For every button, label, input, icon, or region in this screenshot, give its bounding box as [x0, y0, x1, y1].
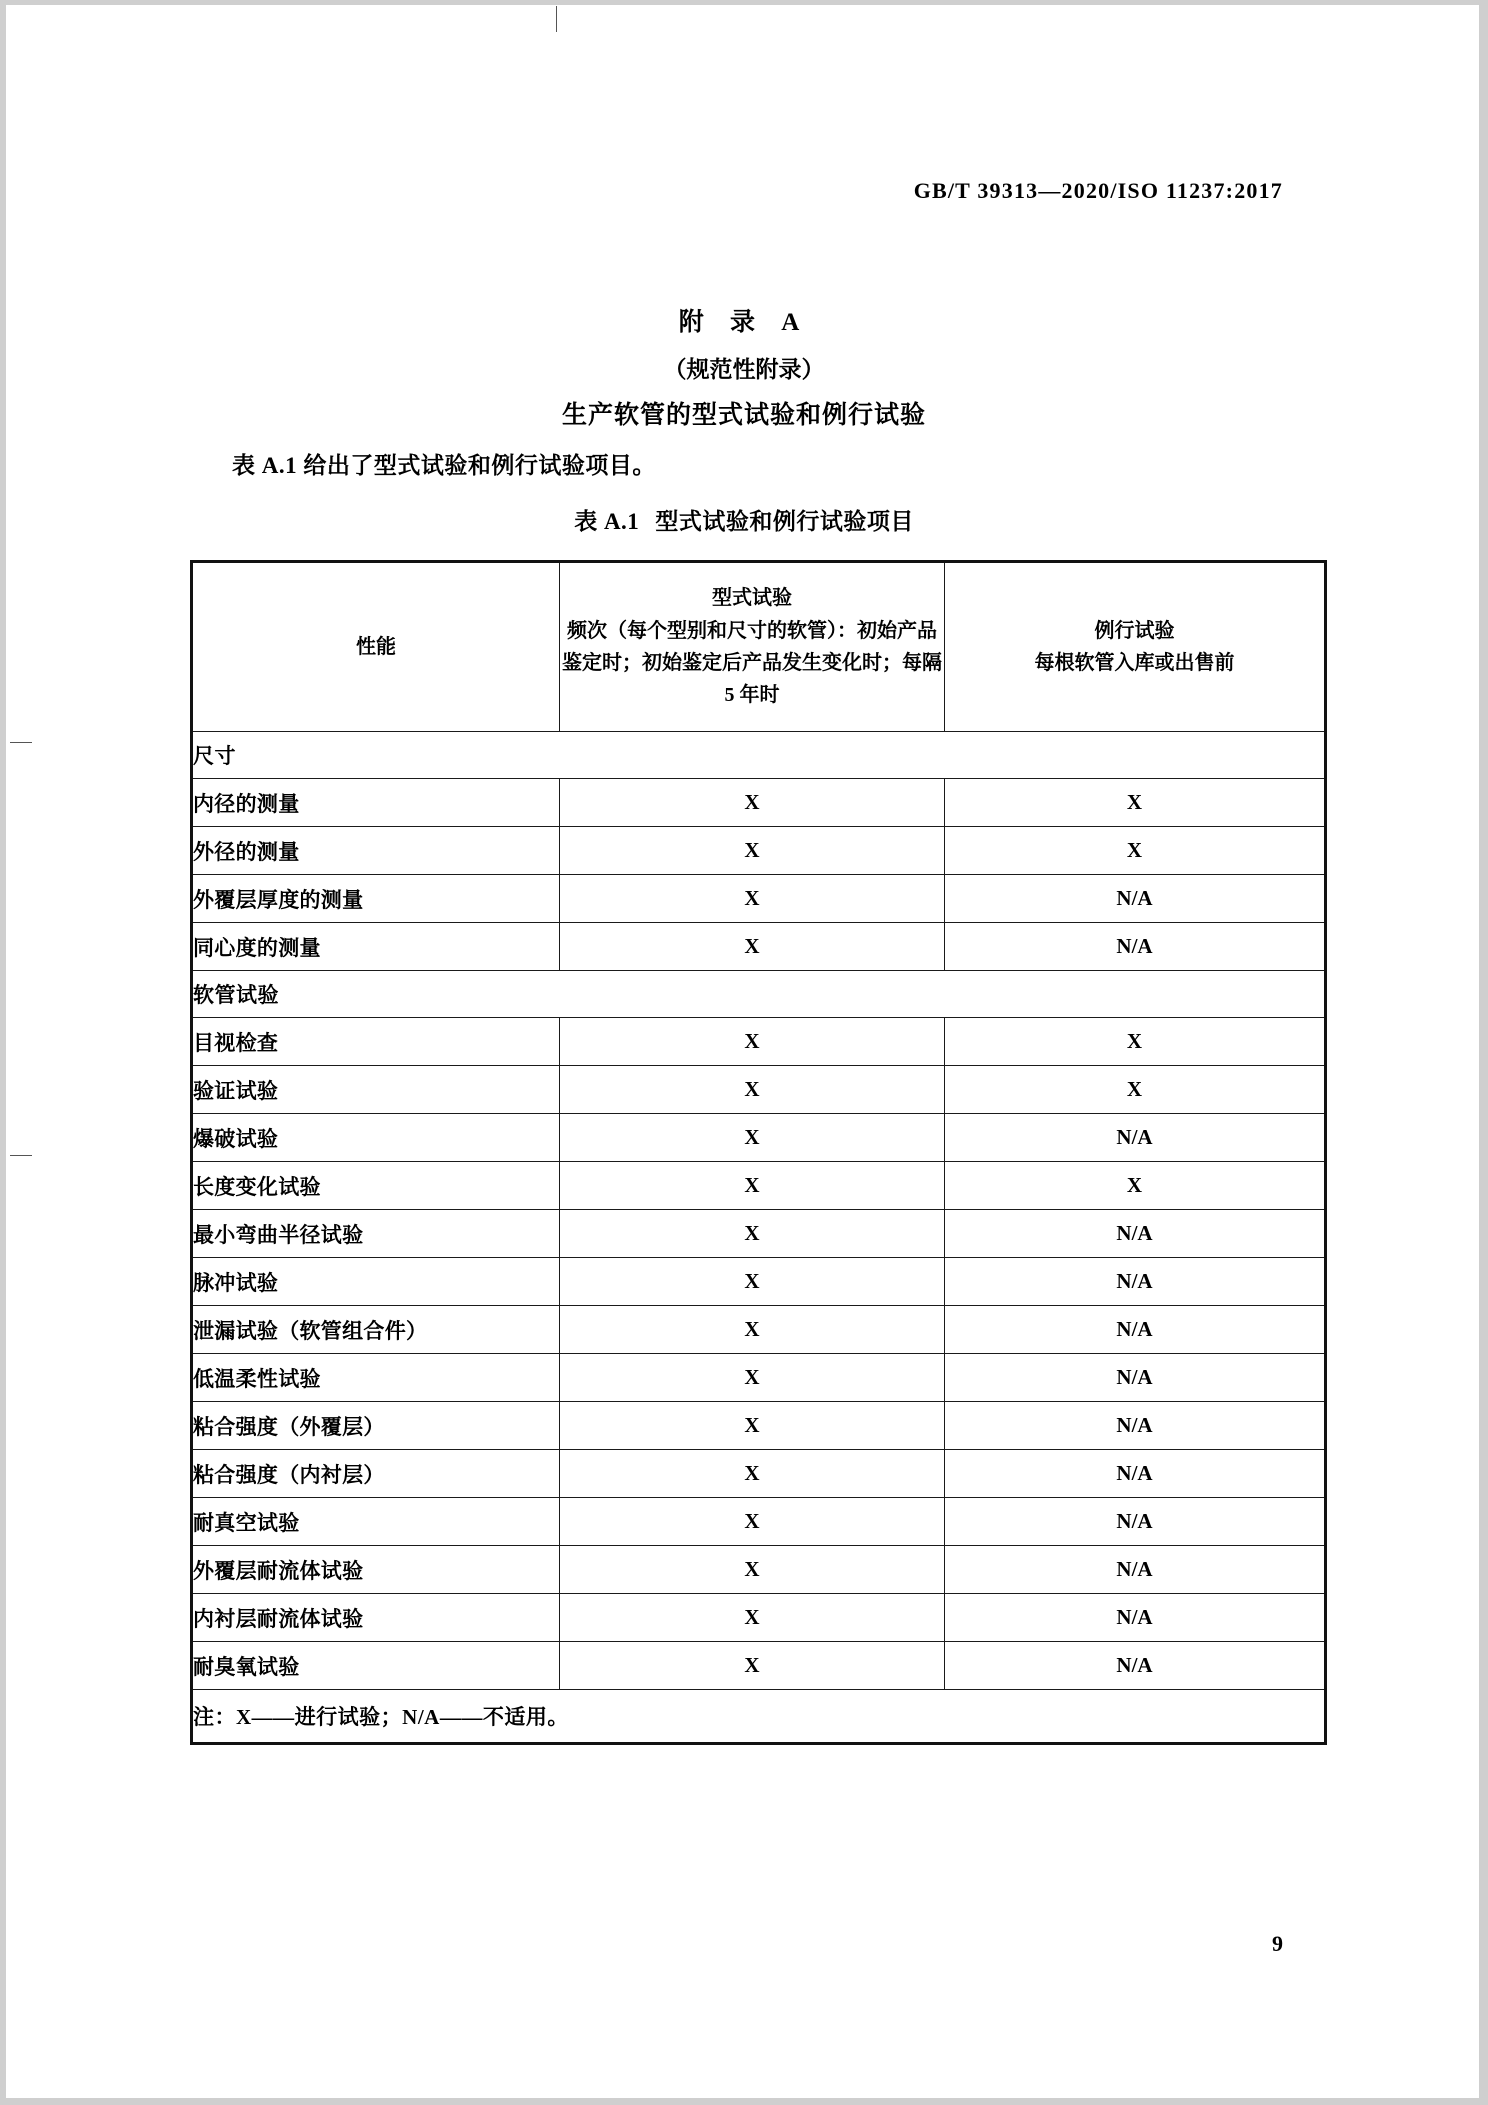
table-row — [192, 1114, 1326, 1162]
cell-routine-test: N/A — [945, 1402, 1326, 1450]
row-label: 外径的测量 — [192, 827, 560, 875]
cell-type-test: X — [560, 1306, 945, 1354]
cell-type-test: X — [560, 923, 945, 971]
cell-routine-test: X — [945, 1162, 1326, 1210]
crop-mark-left-lower — [10, 1155, 32, 1156]
cell-type-test: X — [560, 1066, 945, 1114]
cell-routine-test: X — [945, 1066, 1326, 1114]
table-note-row — [192, 1690, 1326, 1744]
header-cell-routine-test — [945, 562, 1326, 732]
cell-type-test: X — [560, 1018, 945, 1066]
table-row — [192, 1642, 1326, 1690]
cell-type-test: X — [560, 1162, 945, 1210]
cell-type-test: X — [560, 1258, 945, 1306]
table-header-row — [192, 562, 1326, 732]
cell-routine-test: N/A — [945, 1594, 1326, 1642]
cell-type-test: X — [560, 1210, 945, 1258]
table-note: 注：X——进行试验；N/A——不适用。 — [192, 1690, 1326, 1744]
table-row — [192, 1450, 1326, 1498]
table-caption — [0, 503, 1488, 536]
cell-routine-test: N/A — [945, 1210, 1326, 1258]
cell-routine-test: N/A — [945, 1354, 1326, 1402]
annex-name: 生产软管的型式试验和例行试验 — [561, 402, 926, 429]
row-label: 耐真空试验 — [192, 1498, 560, 1546]
table-row — [192, 1258, 1326, 1306]
cell-routine-test: X — [945, 1018, 1326, 1066]
table-row — [192, 1594, 1326, 1642]
table-section-row — [192, 732, 1326, 779]
annex-kind: （规范性附录） — [663, 357, 825, 382]
table-row — [192, 1210, 1326, 1258]
cell-routine-test: X — [945, 779, 1326, 827]
section-label-dimensions: 尺寸 — [192, 732, 1326, 779]
cell-type-test: X — [560, 875, 945, 923]
cell-routine-test: N/A — [945, 1642, 1326, 1690]
table-row — [192, 779, 1326, 827]
header-cell-type-test — [560, 562, 945, 732]
table-a1 — [190, 560, 1327, 1745]
row-label: 爆破试验 — [192, 1114, 560, 1162]
row-label: 目视检查 — [192, 1018, 560, 1066]
row-label: 内衬层耐流体试验 — [192, 1594, 560, 1642]
row-label: 耐臭氧试验 — [192, 1642, 560, 1690]
table-row — [192, 1498, 1326, 1546]
cell-type-test: X — [560, 779, 945, 827]
row-label: 长度变化试验 — [192, 1162, 560, 1210]
table-row — [192, 923, 1326, 971]
cell-type-test: X — [560, 1546, 945, 1594]
cell-type-test: X — [560, 1402, 945, 1450]
table-row — [192, 827, 1326, 875]
header-type-test-main: 型式试验 — [712, 587, 792, 610]
row-label: 粘合强度（内衬层） — [192, 1450, 560, 1498]
annex-heading-block — [0, 302, 1488, 431]
cell-type-test: X — [560, 1498, 945, 1546]
row-label: 泄漏试验（软管组合件） — [192, 1306, 560, 1354]
row-label: 内径的测量 — [192, 779, 560, 827]
header-routine-test-sub: 每根软管入库或出售前 — [1034, 652, 1235, 674]
annex-title: 附 录 A — [678, 309, 810, 336]
row-label: 脉冲试验 — [192, 1258, 560, 1306]
table-row — [192, 875, 1326, 923]
table-row — [192, 1354, 1326, 1402]
row-label: 粘合强度（外覆层） — [192, 1402, 560, 1450]
table-row — [192, 1546, 1326, 1594]
crop-mark-left-upper — [10, 742, 32, 743]
table-section-row — [192, 971, 1326, 1018]
row-label: 最小弯曲半径试验 — [192, 1210, 560, 1258]
scan-edge-top — [0, 0, 1488, 5]
header-routine-test-main: 例行试验 — [1094, 619, 1175, 642]
row-label: 同心度的测量 — [192, 923, 560, 971]
header-type-test-sub: 频次（每个型别和尺寸的软管）：初始产品鉴定时；初始鉴定后产品发生变化时；每隔 5 年时 — [562, 619, 942, 707]
table-body — [192, 562, 1326, 1744]
cell-type-test: X — [560, 1642, 945, 1690]
cell-type-test: X — [560, 1594, 945, 1642]
cell-routine-test: X — [945, 827, 1326, 875]
row-label: 外覆层厚度的测量 — [192, 875, 560, 923]
cell-routine-test: N/A — [945, 1546, 1326, 1594]
intro-paragraph: 表 A.1 给出了型式试验和例行试验项目。 — [232, 453, 656, 478]
crop-mark-top — [556, 6, 557, 32]
page-header-standard-number: GB/T 39313—2020/ISO 11237:2017 — [913, 178, 1283, 203]
table-caption-title: 型式试验和例行试验项目 — [655, 509, 914, 534]
cell-routine-test: N/A — [945, 1498, 1326, 1546]
cell-routine-test: N/A — [945, 923, 1326, 971]
row-label: 低温柔性试验 — [192, 1354, 560, 1402]
cell-type-test: X — [560, 1114, 945, 1162]
page-number: 9 — [1272, 1931, 1283, 1956]
scan-edge-bottom — [0, 2098, 1488, 2105]
cell-routine-test: N/A — [945, 1306, 1326, 1354]
table-row — [192, 1162, 1326, 1210]
cell-type-test: X — [560, 1450, 945, 1498]
table-row — [192, 1306, 1326, 1354]
cell-type-test: X — [560, 1354, 945, 1402]
table-row — [192, 1018, 1326, 1066]
table-caption-number: 表 A.1 — [574, 509, 640, 534]
table-a1-wrapper — [190, 560, 1324, 1745]
table-row — [192, 1402, 1326, 1450]
header-cell-property: 性能 — [192, 562, 560, 732]
cell-routine-test: N/A — [945, 875, 1326, 923]
table-row — [192, 1066, 1326, 1114]
cell-routine-test: N/A — [945, 1114, 1326, 1162]
cell-type-test: X — [560, 827, 945, 875]
row-label: 验证试验 — [192, 1066, 560, 1114]
section-label-hose-tests: 软管试验 — [192, 971, 1326, 1018]
row-label: 外覆层耐流体试验 — [192, 1546, 560, 1594]
cell-routine-test: N/A — [945, 1258, 1326, 1306]
cell-routine-test: N/A — [945, 1450, 1326, 1498]
